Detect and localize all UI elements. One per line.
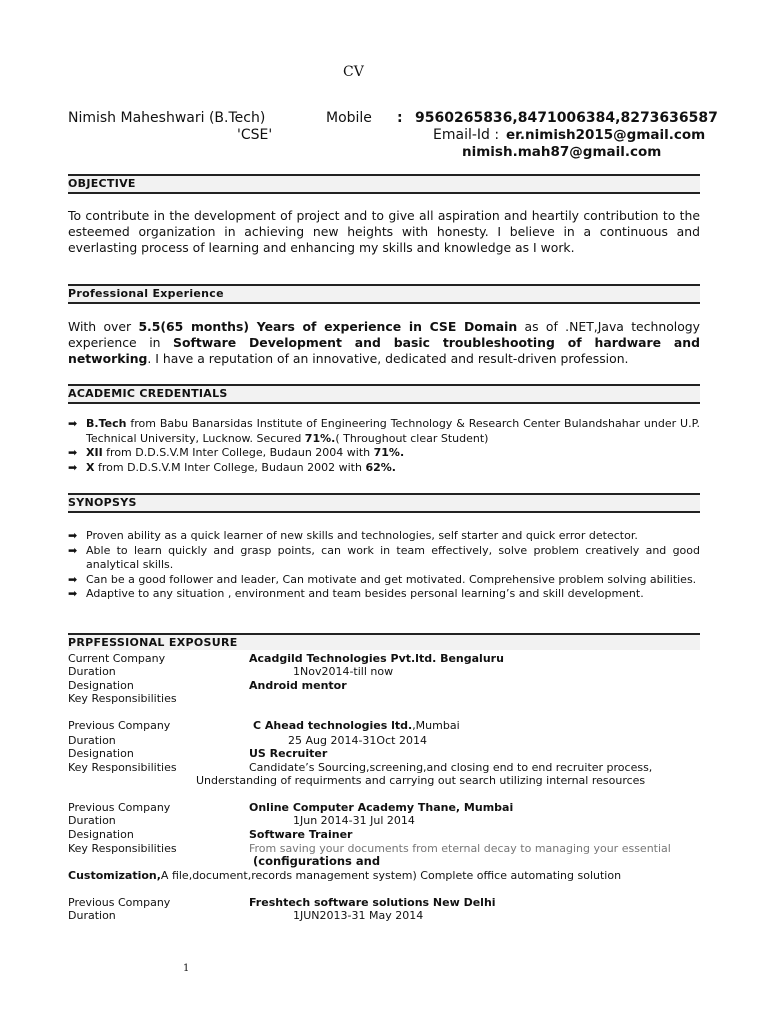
arrow-right-icon: ➡ (68, 572, 78, 586)
arrow-right-icon: ➡ (68, 446, 78, 459)
job-duration-label: Duration (68, 814, 116, 827)
job-resp-rest: A file,document,records management system) Complete office automating solution (160, 869, 622, 882)
email-1[interactable]: er.nimish2015@gmail.com (506, 127, 706, 143)
job-designation-label: Designation (68, 679, 134, 692)
job-resp-line-2: (configurations and (253, 854, 381, 868)
email-label: Email-Id : (433, 127, 500, 143)
academic-item (68, 461, 700, 476)
job-resp-line-3 (68, 869, 621, 883)
job-company: Freshtech software solutions New Delhi (249, 896, 496, 909)
synopsys-text: Able to learn quickly and grasp points, can work in team effectively, solve problem creatively and good analytical skills. (86, 543, 700, 571)
degree-score: 71%. (304, 431, 336, 445)
synopsys-heading-bar (68, 493, 700, 513)
experience-domain: Software Development and basic troubleshooting of hardware and networking (68, 335, 700, 366)
arrow-right-icon: ➡ (68, 417, 78, 430)
candidate-name: Nimish Maheshwari (B.Tech) (68, 110, 266, 126)
degree-name: XII (86, 446, 103, 459)
page-number: 1 (183, 963, 190, 974)
arrow-right-icon: ➡ (68, 460, 78, 474)
objective-text: To contribute in the development of project and to give all aspiration and heartily contribution to the esteemed organization in achieving new heights with honesty. I believe in a continuous and everlasting process of learning and enhancing my skills and knowledge as I work. (68, 208, 700, 255)
experience-years: 5.5(65 months) Years of experience in CSE Domain (138, 319, 518, 334)
job-duration: 1Jun 2014-31 Jul 2014 (293, 814, 415, 827)
job-company-label: Current Company (68, 652, 166, 665)
job-designation-label: Designation (68, 747, 134, 760)
degree-detail: from D.D.S.V.M Inter College, Budaun 2004 with (102, 446, 374, 459)
job-duration-label: Duration (68, 909, 116, 922)
experience-heading: Professional Experience (68, 287, 224, 300)
synopsys-text: Proven ability as a quick learner of new skills and technologies, self starter and quick error detector. (86, 529, 638, 542)
job-resp-bold: Customization, (68, 869, 161, 882)
arrow-right-icon: ➡ (68, 529, 78, 542)
job-duration-label: Duration (68, 665, 116, 678)
job-designation: US Recruiter (249, 747, 328, 760)
job-company-label: Previous Company (68, 896, 171, 909)
degree-detail: from D.D.S.V.M Inter College, Budaun 2002 with (94, 460, 366, 474)
mobile-value: 9560265836,8471006384,8273636587 (415, 110, 718, 126)
email-2[interactable]: nimish.mah87@gmail.com (462, 144, 662, 160)
experience-text-1: With over (68, 319, 139, 334)
job-company-label: Previous Company (68, 801, 171, 814)
job-resp-line-1: From saving your documents from eternal decay to managing your essential (249, 842, 671, 855)
job-duration: 1JUN2013-31 May 2014 (293, 909, 424, 922)
degree-detail: from Babu Banarsidas Institute of Engineering Technology & Research Center Bulandshahar under U.P. Technical University, Lucknow. Secured (86, 417, 700, 445)
experience-text-2: as of .NET,Java technology experience in (68, 319, 701, 350)
job-resp-label: Key Responsibilities (68, 842, 177, 855)
experience-text-3: . I have a reputation of an innovative, dedicated and result-driven profession. (147, 351, 629, 366)
mobile-label: Mobile (326, 110, 372, 126)
academic-item (68, 446, 700, 461)
synopsys-item (68, 587, 700, 602)
job-designation: Android mentor (249, 679, 347, 692)
degree-name: B.Tech (86, 417, 127, 430)
job-designation-label: Designation (68, 828, 134, 841)
job-company: Online Computer Academy Thane, Mumbai (249, 801, 514, 814)
objective-heading: OBJECTIVE (68, 177, 136, 190)
exposure-heading: PRPFESSIONAL EXPOSURE (68, 636, 238, 649)
job-company: Acadgild Technologies Pvt.ltd. Bengaluru (249, 652, 504, 665)
branch-label: 'CSE' (237, 127, 273, 143)
academic-item (68, 417, 700, 446)
academic-heading: ACADEMIC CREDENTIALS (68, 387, 228, 400)
job-duration-label: Duration (68, 734, 116, 747)
exposure-heading-bar (68, 633, 700, 650)
degree-name: X (86, 460, 95, 474)
arrow-right-icon: ➡ (68, 543, 78, 557)
experience-text (68, 319, 700, 367)
job-duration: 25 Aug 2014-31Oct 2014 (288, 734, 427, 747)
job-resp-line-2: Understanding of requirments and carrying out search utilizing internal resources (196, 774, 646, 787)
synopsys-item (68, 529, 700, 544)
job-designation: Software Trainer (249, 828, 353, 841)
mobile-colon: : (397, 110, 403, 126)
objective-heading-bar (68, 174, 700, 194)
academic-list (68, 417, 700, 475)
job-resp-label: Key Responsibilities (68, 692, 177, 705)
degree-note: ( Throughout clear Student) (335, 431, 489, 445)
synopsys-item (68, 573, 700, 588)
job-company (253, 719, 460, 733)
experience-heading-bar (68, 284, 700, 304)
degree-score: 62%. (365, 460, 396, 474)
synopsys-heading: SYNOPSYS (68, 496, 137, 509)
synopsys-text: Can be a good follower and leader, Can motivate and get motivated. Comprehensive problem solving abilities. (86, 572, 697, 586)
job-resp-label: Key Responsibilities (68, 761, 177, 774)
document-title: CV (343, 64, 364, 80)
synopsys-list (68, 529, 700, 602)
job-company-label: Previous Company (68, 719, 171, 732)
job-resp-line-1: Candidate’s Sourcing,screening,and closing end to end recruiter process, (249, 761, 653, 774)
job-company-city: ,Mumbai (412, 719, 460, 732)
synopsys-item (68, 544, 700, 573)
academic-heading-bar (68, 384, 700, 404)
job-duration: 1Nov2014-till now (293, 665, 394, 678)
synopsys-text: Adaptive to any situation , environment and team besides personal learning’s and skill development. (86, 587, 644, 600)
degree-score: 71%. (373, 446, 405, 459)
job-company-name: C Ahead technologies ltd. (253, 719, 413, 732)
arrow-right-icon: ➡ (68, 587, 78, 600)
